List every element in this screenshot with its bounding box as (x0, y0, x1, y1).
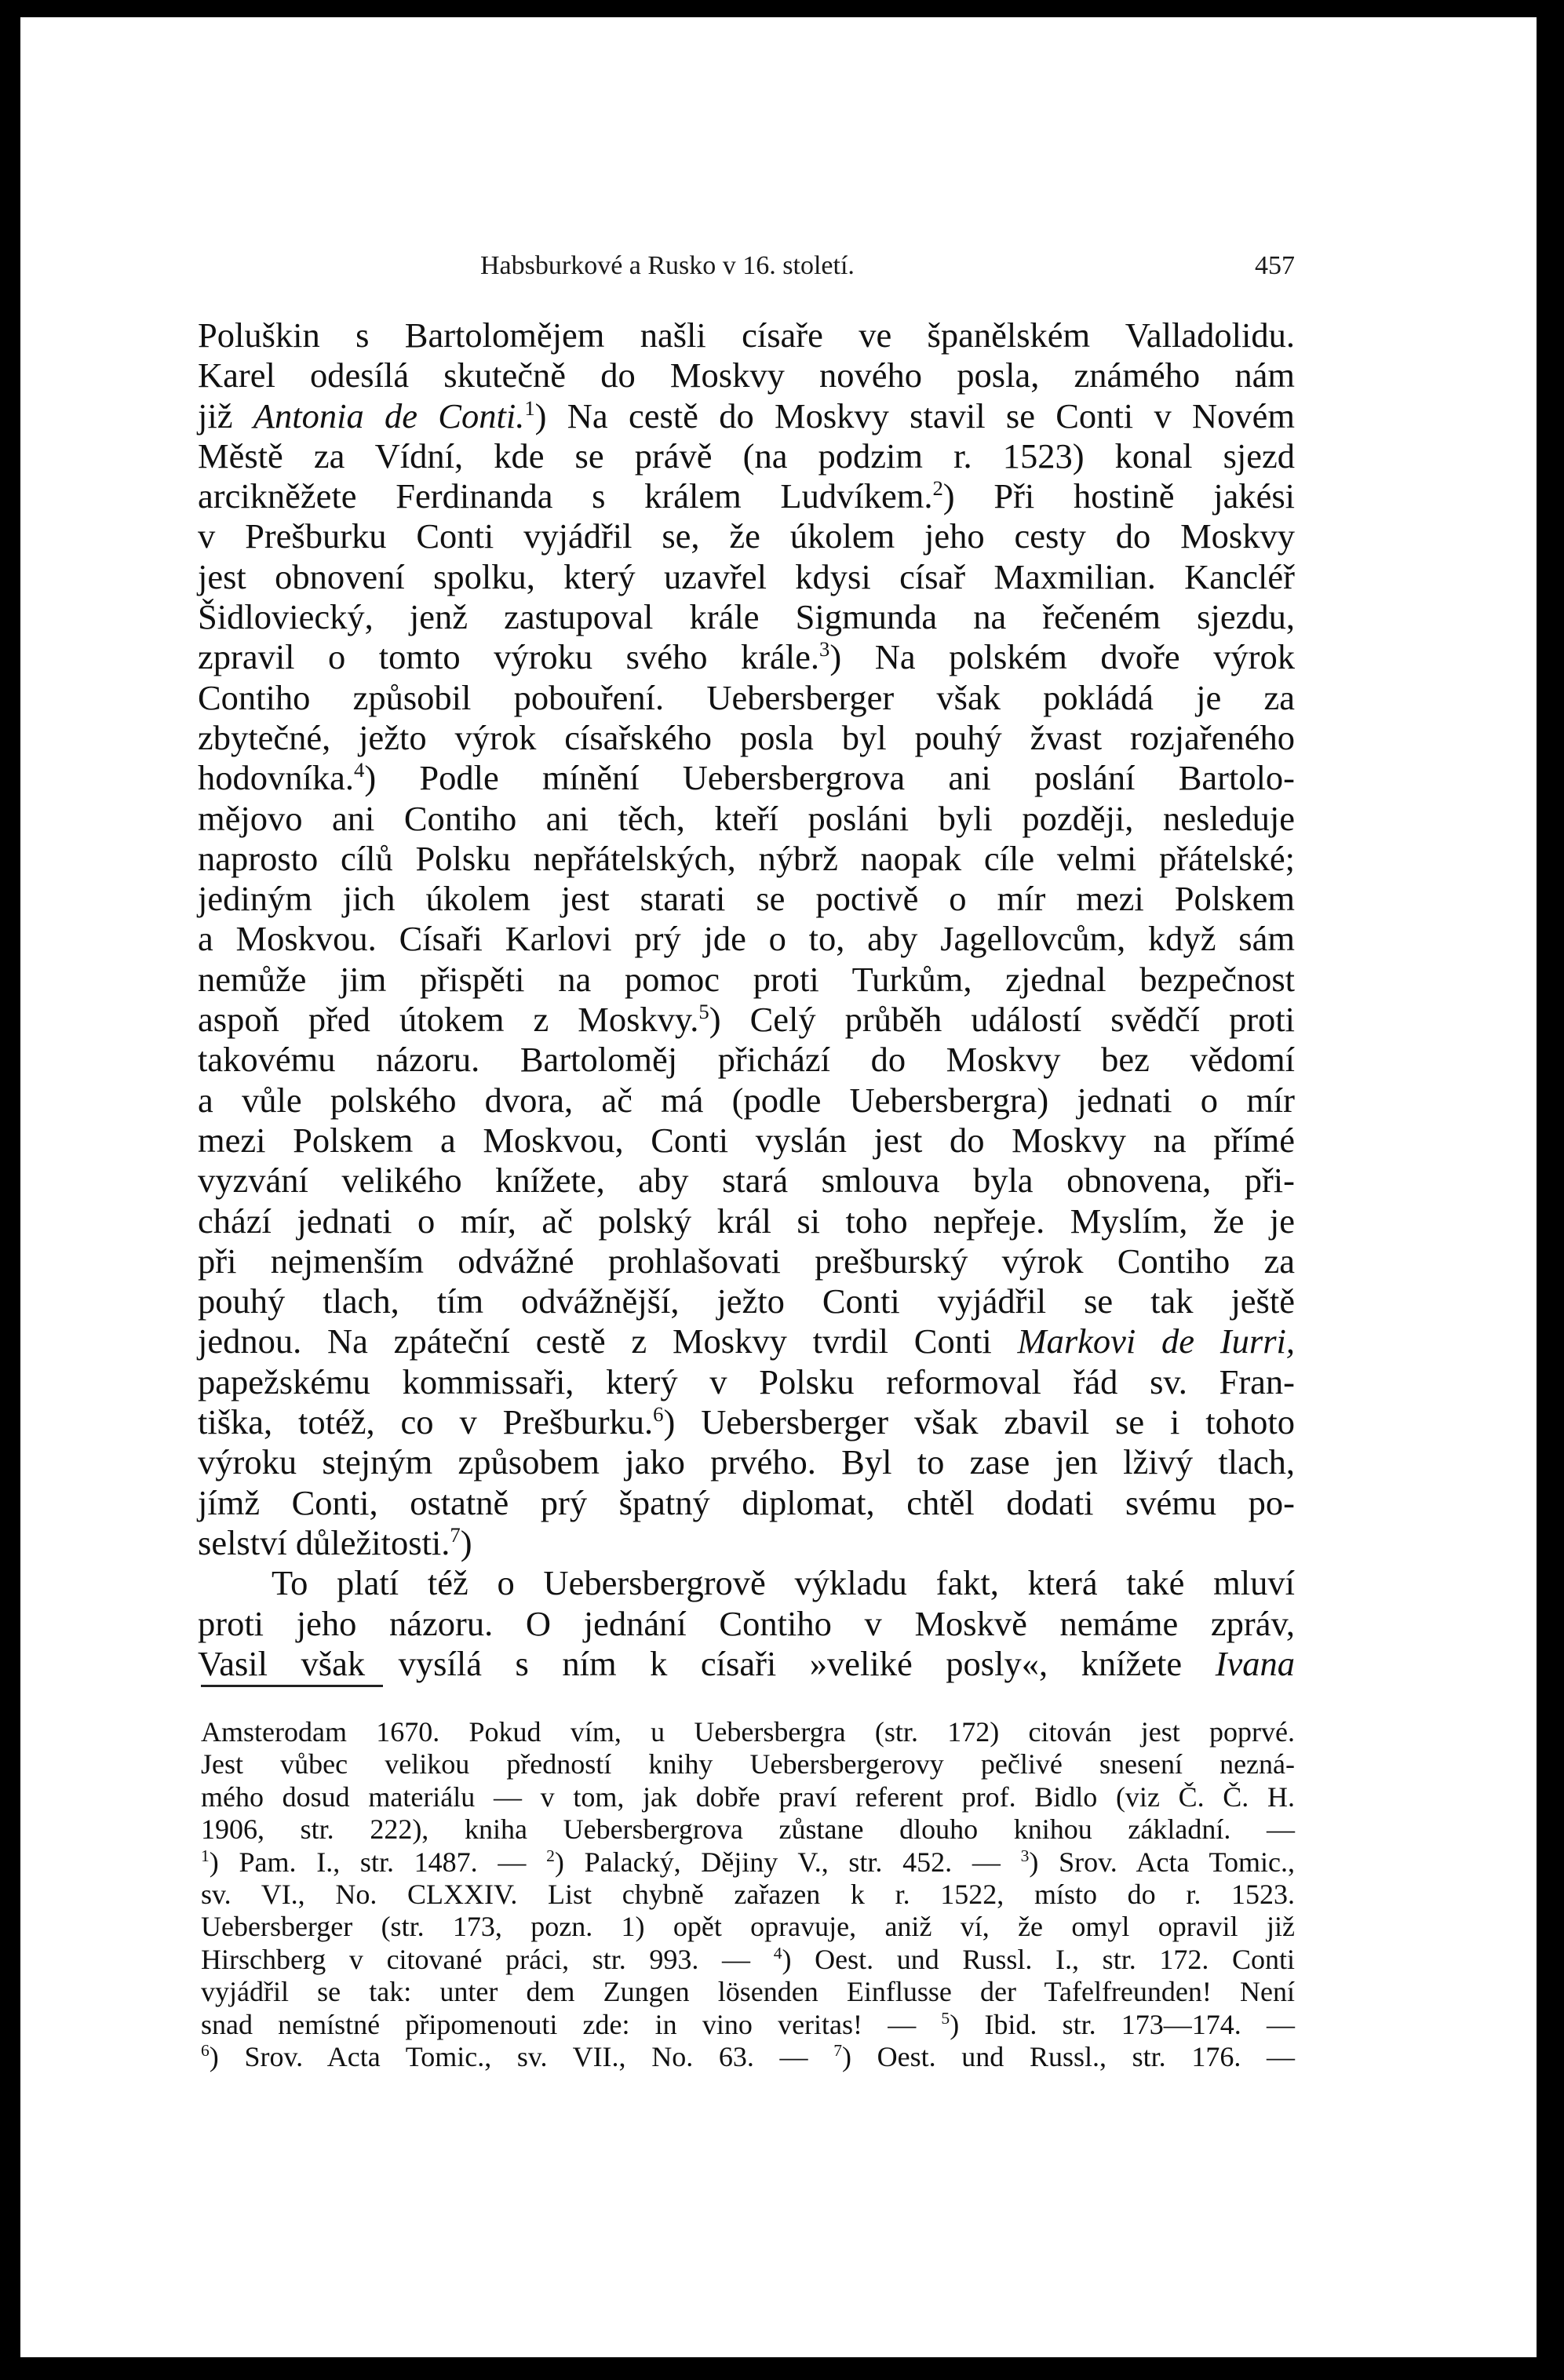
running-title: Habsburkové a Rusko v 16. století. (480, 251, 855, 280)
footnote-line (201, 1944, 1295, 1976)
text: již (198, 395, 253, 436)
body-line: v Prešburku Conti vyjádřil se, že úkolem jeho cesty do Moskvy (198, 516, 1295, 556)
body-line: Městě za Vídní, kde se právě (na podzim r. 1523) konal sjezd (198, 436, 1295, 476)
text: aspoň před útokem z Moskvy. (198, 1000, 699, 1040)
body-line: nemůže jim přispěti na pomoc proti Turkům, zjednal bezpečnost (198, 959, 1295, 999)
footnote-line: mého dosud materiálu — v tom, jak dobře praví referent prof. Bidlo (viz Č. Č. H. (201, 1780, 1295, 1813)
body-line: jediným jich úkolem jest starati se poctivě o mír mezi Polskem (198, 879, 1295, 919)
text: arcikněžete Ferdinanda s králem Ludvíkem. (198, 476, 933, 516)
footnote-ref: 3 (1020, 1846, 1030, 1865)
footnote-ref: 1 (524, 395, 535, 420)
text: ) Na cestě do Moskvy stavil se Conti v Novém (534, 395, 1295, 436)
text: ) Oest. und Russl., str. 176. — (842, 2041, 1295, 2073)
body-line (198, 1402, 1295, 1442)
text: ) Celý průběh událostí svědčí proti (709, 1000, 1295, 1040)
text: ) Srov. Acta Tomic., (1029, 1846, 1295, 1878)
footnote-line: sv. VI., No. CLXXIV. List chybně zařazen k r. 1522, místo do r. 1523. (201, 1879, 1295, 1911)
body-line: mezi Polskem a Moskvou, Conti vyslán jest do Moskvy na přímé (198, 1120, 1295, 1160)
text: ) Pam. I., str. 1487. — (209, 1846, 547, 1878)
footnote-line (201, 2041, 1295, 2073)
body-line: mějovo ani Contiho ani těch, kteří posláni byli později, nesleduje (198, 798, 1295, 838)
text: ) Podle mínění Uebersbergrova ani poslání Bartolo- (364, 758, 1295, 798)
footnote-line: vyjádřil se tak: unter dem Zungen lösenden Einflusse der Tafelfreunden! Není (201, 1976, 1295, 2008)
text: Vasil však vysílá s ním k císaři »veliké posly«, knížete (198, 1643, 1216, 1683)
text: selství důležitosti. (198, 1522, 450, 1562)
footnote-ref: 2 (932, 476, 943, 501)
footnote-line: Uebersberger (str. 173, pozn. 1) opět opravuje, aniž ví, že omyl opravil již (201, 1911, 1295, 1943)
body-line: pouhý tlach, tím odvážnější, ježto Conti vyjádřil se tak ještě (198, 1281, 1295, 1321)
italic-text: Ivana (1215, 1643, 1295, 1683)
text: jednou. Na zpáteční cestě z Moskvy tvrdil Conti (198, 1321, 1018, 1361)
footnote-rule (201, 1685, 383, 1687)
text: ) Uebersberger však zbavil se i tohoto (663, 1402, 1295, 1442)
footnote-line (201, 2009, 1295, 2041)
body-line: Karel odesílá skutečně do Moskvy nového posla, známého nám (198, 355, 1295, 395)
text: snad nemístné připomenouti zde: in vino veritas! — (201, 2008, 942, 2040)
body-line: vyzvání velikého knížete, aby stará smlouva byla obnovena, při- (198, 1161, 1295, 1201)
text: tiška, totéž, co v Prešburku. (198, 1402, 654, 1442)
italic-text: Antonia de Conti. (253, 395, 525, 436)
text: ) Ibid. str. 173—174. — (950, 2008, 1295, 2040)
body-line: papežskému kommissaři, který v Polsku reformoval řád sv. Fran- (198, 1361, 1295, 1401)
text: ) Palacký, Dějiny V., str. 452. — (554, 1846, 1021, 1878)
paragraph-1 (198, 315, 1295, 1563)
body-line (198, 476, 1295, 516)
body-line (198, 637, 1295, 677)
body-line: a vůle polského dvora, ač má (podle Uebersbergra) jednati o mír (198, 1080, 1295, 1120)
page-number: 457 (1255, 251, 1295, 280)
text: zpravil o tomto výroku svého krále. (198, 637, 820, 677)
body-line: proti jeho názoru. O jednání Contiho v Moskvě nemáme zpráv, (198, 1603, 1295, 1643)
body-line (198, 1644, 1295, 1684)
text: ) Srov. Acta Tomic., sv. VII., No. 63. — (209, 2041, 834, 2073)
text: ) (460, 1522, 472, 1562)
footnotes (201, 1716, 1295, 2073)
book-page (20, 17, 1537, 2357)
text: hodovníka. (198, 758, 354, 798)
text: ) Na polském dvoře výrok (829, 637, 1295, 677)
body-line (198, 1523, 1295, 1563)
footnote-ref: 5 (941, 2008, 950, 2028)
footnote-ref: 4 (773, 1943, 782, 1963)
body-line: chází jednati o mír, ač polský král si toho nepřeje. Myslím, že je (198, 1201, 1295, 1241)
body-line: naprosto cílů Polsku nepřátelských, nýbrž naopak cíle velmi přátelské; (198, 838, 1295, 878)
text: Hirschberg v citované práci, str. 993. — (201, 1943, 774, 1975)
footnote-ref: 7 (833, 2041, 842, 2061)
body-line: a Moskvou. Císaři Karlovi prý jde o to, aby Jagellovcům, když sám (198, 919, 1295, 959)
footnote-ref: 3 (819, 637, 830, 662)
paragraph-2 (198, 1563, 1295, 1684)
footnote-ref: 7 (450, 1522, 461, 1547)
italic-text: Markovi de Iurri, (1017, 1321, 1296, 1361)
body-line: Šidloviecký, jenž zastupoval krále Sigmunda na řečeném sjezdu, (198, 597, 1295, 637)
footnote-line (201, 1846, 1295, 1879)
text: ) Oest. und Russl. I., str. 172. Conti (782, 1943, 1295, 1975)
body-line: Contiho způsobil pobouření. Uebersberger však pokládá je za (198, 677, 1295, 717)
body-line (198, 758, 1295, 798)
footnote-ref: 2 (546, 1846, 555, 1865)
footnote-ref: 5 (698, 1000, 709, 1024)
body-line: jest obnovení spolku, který uzavřel kdysi císař Maxmilian. Kancléř (198, 556, 1295, 596)
body-line: takovému názoru. Bartoloměj přichází do Moskvy bez vědomí (198, 1040, 1295, 1080)
footnote-ref: 1 (201, 1846, 210, 1865)
body-line: To platí též o Uebersbergrově výkladu fakt, která také mluví (272, 1563, 1295, 1603)
body-line: výroku stejným způsobem jako prvého. Byl to zase jen lživý tlach, (198, 1442, 1295, 1482)
running-header (480, 251, 1295, 290)
footnote-line: Amsterodam 1670. Pokud vím, u Uebersbergra (str. 172) citován jest poprvé. (201, 1716, 1295, 1748)
footnote-ref: 6 (653, 1402, 664, 1426)
footnote-line: Jest vůbec velikou předností knihy Uebersbergerovy pečlivé snesení nezná- (201, 1748, 1295, 1780)
footnote-line: 1906, str. 222), kniha Uebersbergrova zůstane dlouho knihou základní. — (201, 1813, 1295, 1846)
body-line: zbytečné, ježto výrok císařského posla byl pouhý žvast rozjařeného (198, 717, 1295, 757)
body-text (198, 315, 1295, 1684)
footnote-ref: 4 (354, 758, 365, 782)
body-line (198, 1321, 1295, 1361)
body-line (198, 1000, 1295, 1040)
text: ) Při hostině jakési (942, 476, 1295, 516)
body-line: při nejmenším odvážné prohlašovati prešburský výrok Contiho za (198, 1241, 1295, 1281)
body-line: Poluškin s Bartolomějem našli císaře ve španělském Valladolidu. (198, 315, 1295, 355)
footnote-ref: 6 (201, 2041, 210, 2061)
body-line: jímž Conti, ostatně prý špatný diplomat, chtěl dodati svému po- (198, 1482, 1295, 1522)
body-line (198, 396, 1295, 436)
